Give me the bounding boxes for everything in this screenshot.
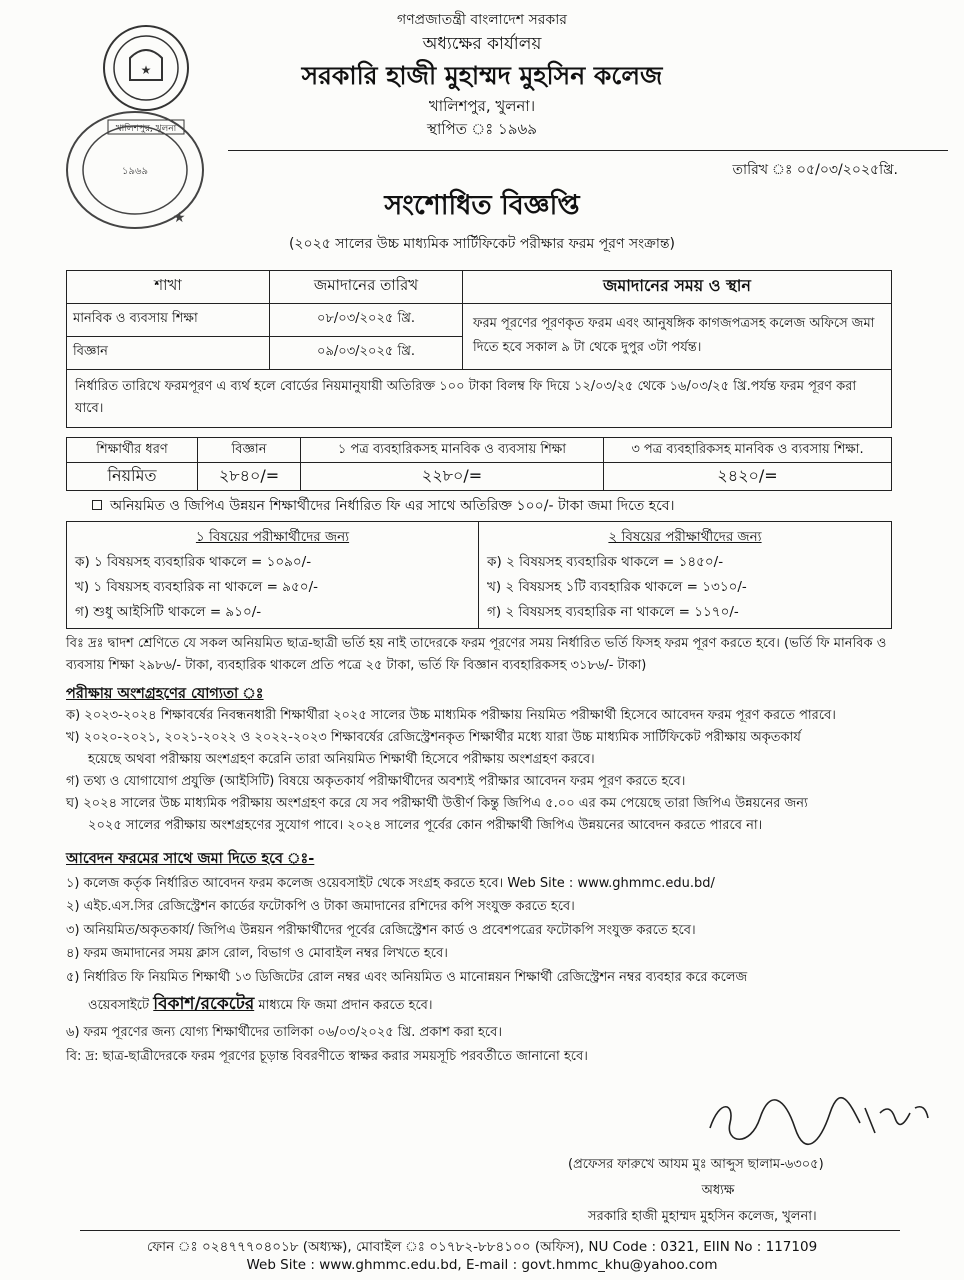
late-fee-note: নির্ধারিত তারিখে ফরমপূরণ এ ব্যর্থ হলে বোর্ডের নিয়মানুযায়ী অতিরিক্ত ১০০ টাকা বিলম্ব ফি দিয়ে ১২/০৩/২৫ থেকে ১৬/০৩/২৫ খ্রি.পর্যন্ত ফরম পূরণ করা যাবে।	[67, 369, 892, 427]
svg-text:খালিশপুর, খুলনা: খালিশপুর, খুলনা	[115, 124, 177, 134]
footer-contact: ফোন ঃ ০২৪৭৭৭০৪০১৮ (অধ্যক্ষ), মোবাইল ঃ ০১৭৮২-৮৮৪১০০ (অফিস), NU Code : 0321, EIIN No : 117109	[146, 1239, 818, 1255]
signature-block	[568, 1152, 938, 1230]
fee-col-science: বিজ্ঞান	[198, 438, 301, 463]
document-item: ৬) ফরম পূরণের জন্য যোগ্য শিক্ষার্থীদের তালিকা ০৬/০৩/২০২৫ খ্রি. প্রকাশ করা হবে।	[66, 1025, 502, 1040]
footer-web-email: Web Site : www.ghmmc.edu.bd, E-mail : govt.hmmc_khu@yahoo.com	[246, 1257, 718, 1273]
branch-humanities: মানবিক ও ব্যবসায় শিক্ষা	[67, 303, 270, 336]
final-note: বি: দ্র: ছাত্র-ছাত্রীদেরকে ফরম পূরণের চূড়ান্ত বিবরণীতে স্বাক্ষর করার সময়সূচি পরবর্তীতে জানানো হবে।	[66, 1048, 588, 1064]
date-science: ০৯/০৩/২০২৫ খ্রি.	[270, 336, 463, 369]
time-place-text: ফরম পূরণের পূরণকৃত ফরম এবং আনুষঙ্গিক কাগজপত্রসহ কলেজ অফিসে জমা দিতে হবে সকাল ৯ টা থেকে দুপুর ৩টা পর্যন্ত।	[463, 303, 892, 369]
principal-name: (প্রফেসর ফারুখে আযম মুঃ আব্দুস ছালাম-৬৩০৫)	[568, 1157, 824, 1172]
principal-college: সরকারি হাজী মুহাম্মদ মুহসিন কলেজ, খুলনা।	[588, 1209, 817, 1224]
eligibility-section	[66, 683, 896, 837]
fee-col-three-paper: ৩ পত্র ব্যবহারিকসহ মানবিক ও ব্যবসায় শিক্ষা.	[604, 438, 892, 463]
fee-three-paper: ২৪২০/=	[604, 463, 892, 491]
admission-fee-note: বিঃ দ্রঃ দ্বাদশ শ্রেণিতে যে সকল অনিয়মিত ছাত্র-ছাত্রী ভর্তি হয় নাই তাদেরকে ফরম পূরণের সময় নির্ধারিত ভর্তি ফিসহ ফরম পূরণ করতে হবে। (ভর্তি ফি মানবিক ও ব্যবসায় শিক্ষা ২৯৮৬/- টাকা, ব্যবহারিক থাকলে প্রতি পত্রে ২৫ টাকা, ভর্তি ফি বিজ্ঞান ব্যবহারিকসহ ৩১৮৬/- টাকা)	[66, 636, 887, 673]
notice-title: সংশোধিত বিজ্ঞপ্তি	[384, 190, 580, 221]
branch-science: বিজ্ঞান	[67, 336, 270, 369]
eligibility-item: ঘ) ২০২৪ সালের উচ্চ মাধ্যমিক পরীক্ষায় অংশগ্রহণ করে যে সব পরীক্ষার্থী উত্তীর্ণ কিন্তু জিপিএ ৫.০০ এর কম পেয়েছে তারা জিপিএ উন্নয়নের জন্য	[66, 796, 808, 811]
fee-one-paper: ২২৮০/=	[301, 463, 604, 491]
col-date: জমাদানের তারিখ	[270, 271, 463, 304]
footer-divider	[80, 1230, 900, 1231]
established-year: স্থাপিত ঃ ১৯৬৯	[427, 120, 537, 138]
principal-designation: অধ্যক্ষ	[701, 1183, 735, 1198]
two-subject-item: খ) ২ বিষয়সহ ১টি ব্যবহারিক থাকলে = ১৩১০/-	[487, 579, 747, 595]
schedule-table	[66, 270, 892, 428]
office-line: অধ্যক্ষের কার্যালয়	[422, 34, 542, 54]
eligibility-item: খ) ২০২০-২০২১, ২০২১-২০২২ ও ২০২২-২০২৩ শিক্ষাবর্ষের রেজিস্ট্রেশনকৃত শিক্ষার্থীর মধ্যে যারা উচ্চ মাধ্যমিক সার্টিফিকেট পরীক্ষায় অকৃতকার্য	[66, 730, 801, 745]
notice-subtitle: (২০২৫ সালের উচ্চ মাধ্যমিক সার্টিফিকেট পরীক্ষার ফরম পূরণ সংক্রান্ত)	[288, 236, 676, 252]
fee-type-regular: নিয়মিত	[67, 463, 198, 491]
document-item: ৩) অনিয়মিত/অকৃতকার্য/ জিপিএ উন্নয়ন পরীক্ষার্থীদের পূর্বের রেজিস্ট্রেশন কার্ড ও প্রবেশপত্রের ফটোকপি সংযুক্ত করতে হবে।	[66, 922, 696, 938]
fee-science: ২৮৪০/=	[198, 463, 301, 491]
svg-text:১৯৬৯: ১৯৬৯	[122, 166, 148, 177]
svg-text:★: ★	[140, 63, 152, 77]
document-item-5-cont: ওয়েবসাইটে বিকাশ/রকেটের মাধ্যমে ফি জমা প্রদান করতে হবে।	[88, 994, 433, 1014]
documents-section	[66, 848, 896, 1068]
two-subject-item: ক) ২ বিষয়সহ ব্যবহারিক থাকলে = ১৪৫০/-	[487, 554, 724, 570]
checkbox-bullet-icon	[92, 500, 102, 510]
eligibility-item: ক) ২০২৩-২০২৪ শিক্ষাবর্ষের নিবন্ধনধারী শিক্ষার্থীরা ২০২৫ সালের উচ্চ মাধ্যমিক পরীক্ষায় নিয়মিত পরীক্ষার্থী হিসেবে আবেদন ফরম পূরণ করতে পারবে।	[66, 708, 836, 723]
svg-text:★: ★	[173, 210, 186, 226]
principal-signature	[700, 1088, 940, 1158]
college-place: খালিশপুর, খুলনা।	[428, 97, 536, 115]
government-line: গণপ্রজাতন্ত্রী বাংলাদেশ সরকার	[397, 12, 567, 28]
col-branch: শাখা	[67, 271, 270, 304]
two-subject-title: ২ বিষয়ের পরীক্ষার্থীদের জন্য	[608, 529, 762, 545]
fee-col-type: শিক্ষার্থীর ধরণ	[67, 438, 198, 463]
document-item: ১) কলেজ কর্তৃক নির্ধারিত আবেদন ফরম কলেজ ওয়েবসাইট থেকে সংগ্রহ করতে হবে। Web Site : www.ghmmc.edu.bd/	[66, 875, 715, 891]
fee-table	[66, 437, 892, 491]
college-name: সরকারি হাজী মুহাম্মদ মুহসিন কলেজ	[301, 61, 663, 90]
bikash-rocket-label: বিকাশ/রকেটের	[153, 994, 255, 1014]
irregular-fee-note: অনিয়মিত ও জিপিএ উন্নয়ন শিক্ষার্থীদের নির্ধারিত ফি এর সাথে অতিরিক্ত ১০০/- টাকা জমা দিতে হবে।	[92, 494, 675, 518]
document-item: ২) এইচ.এস.সির রেজিস্ট্রেশন কার্ডের ফটোকপি ও টাকা জমাদানের রশিদের কপি সংযুক্ত করতে হবে।	[66, 899, 575, 914]
documents-title: আবেদন ফরমের সাথে জমা দিতে হবে ঃ-	[66, 851, 315, 867]
document-item: ৪) ফরম জমাদানের সময় ক্লাস রোল, বিভাগ ও মোবাইল নম্বর লিখতে হবে।	[66, 946, 448, 961]
two-subject-item: গ) ২ বিষয়সহ ব্যবহারিক না থাকলে = ১১৭০/-	[487, 604, 739, 620]
fee-col-one-paper: ১ পত্র ব্যবহারিকসহ মানবিক ও ব্যবসায় শিক্ষা	[301, 438, 604, 463]
one-subject-item: ক) ১ বিষয়সহ ব্যবহারিক থাকলে = ১০৯০/-	[75, 554, 312, 570]
eligibility-item: হয়েছে অথবা পরীক্ষায় অংশগ্রহণ করেনি তারা অনিয়মিত শিক্ষার্থী হিসেবে পরীক্ষায় অংশগ্রহণ করবে।	[88, 752, 595, 767]
document-item: ৫) নির্ধারিত ফি নিয়মিত শিক্ষার্থী ১৩ ডিজিটের রোল নম্বর এবং অনিয়মিত ও মানোন্নয়ন শিক্ষার্থী রেজিস্ট্রেশন নম্বর ব্যবহার করে কলেজ	[66, 969, 748, 985]
eligibility-item: ২০২৫ সালের পরীক্ষায় অংশগ্রহণের সুযোগ পাবে। ২০২৪ সালের পূর্বের কোন পরীক্ষার্থী জিপিএ উন্নয়নের আবেদন করতে পারবে না।	[88, 818, 763, 833]
date-humanities: ০৮/০৩/২০২৫ খ্রি.	[270, 303, 463, 336]
one-subject-item: গ) শুধু আইসিটি থাকলে = ৯১০/-	[75, 604, 262, 620]
notice-date: তারিখ ঃ ০৫/০৩/২০২৫খ্রি.	[732, 162, 898, 178]
one-subject-item: খ) ১ বিষয়সহ ব্যবহারিক না থাকলে = ৯৫০/-	[75, 579, 318, 595]
eligibility-title: পরীক্ষায় অংশগ্রহণের যোগ্যতা ঃ	[66, 686, 264, 702]
header-divider	[228, 150, 948, 151]
eligibility-item: গ) তথ্য ও যোগাযোগ প্রযুক্তি (আইসিটি) বিষয়ে অকৃতকার্য পরীক্ষার্থীদের অবশ্যই পরীক্ষার আবেদন ফরম পূরণ করতে হবে।	[66, 774, 686, 789]
one-subject-title: ১ বিষয়ের পরীক্ষার্থীদের জন্য	[195, 529, 350, 545]
col-time-place: জমাদানের সময় ও স্থান	[463, 271, 892, 304]
irregular-fee-table	[66, 521, 892, 629]
